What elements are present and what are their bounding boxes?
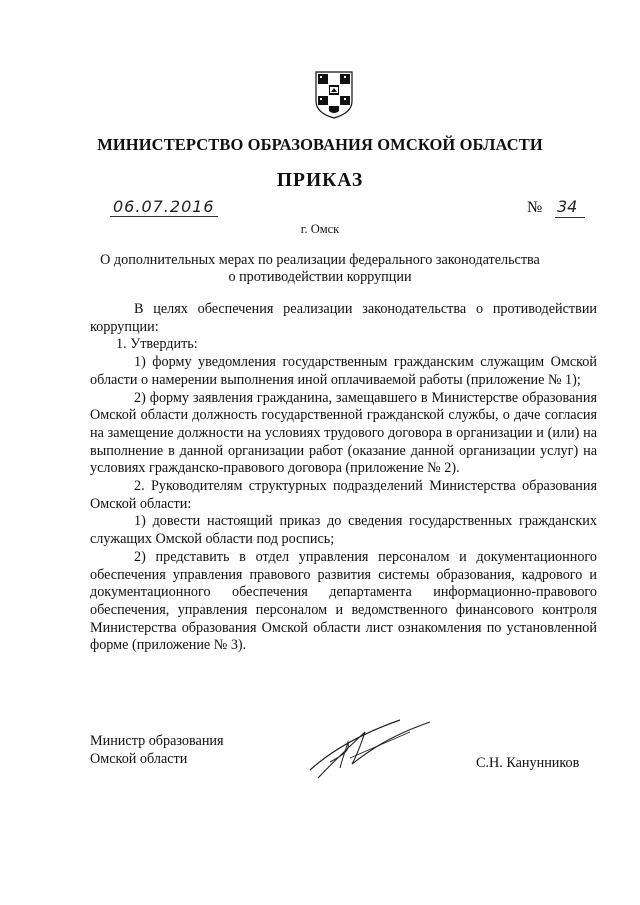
coat-of-arms-icon	[315, 71, 353, 119]
number-underline	[555, 217, 585, 218]
paragraph-item-2: 2. Руководителям структурных подразделений Министерства образования Омской области:	[90, 478, 597, 512]
order-body	[90, 301, 597, 655]
date-underline	[110, 216, 218, 217]
paragraph-item-1: 1. Утвердить:	[116, 336, 198, 353]
order-number: 34	[557, 197, 578, 216]
signer-name: С.Н. Канунников	[476, 755, 580, 771]
paragraph-item-2-1: 1) довести настоящий приказ до сведения государственных гражданских служащих Омской области под роспись;	[90, 513, 597, 548]
signer-title	[90, 732, 224, 768]
order-date: 06.07.2016	[113, 197, 215, 216]
paragraph-item-1-1: 1) форму уведомления государственным гражданским служащим Омской области о намерении выполнения иной оплачиваемой работы (приложение № 1);	[90, 354, 597, 388]
signer-title-line2: Омской области	[90, 751, 188, 767]
paragraph-item-1-2: 2) форму заявления гражданина, замещавшего в Министерстве образования Омской области должность государственной гражданской службы, о даче согласия на замещение должности на условиях трудового договора в организации и (или) на выполнение в данной организации работ (оказание данной организации услуг) на условиях гражданско-правового договора (приложение № 2).	[90, 389, 597, 477]
number-label: №	[527, 199, 543, 216]
city: г. Омск	[300, 222, 340, 236]
ministry-name: МИНИСТЕРСТВО ОБРАЗОВАНИЯ ОМСКОЙ ОБЛАСТИ	[97, 135, 543, 154]
signer-title-line1: Министр образования	[90, 733, 224, 749]
paragraph-preamble: В целях обеспечения реализации законодательства о противодействии коррупции:	[90, 301, 597, 335]
handwritten-signature	[290, 712, 440, 782]
paragraph-item-2-2: 2) представить в отдел управления персоналом и документационного обеспечения управления правового развития системы образования, кадрового и документационного обеспечения департамента информационно-правового обеспечения, управления персоналом и ведомственного финансового контроля Министерства образования Омской области лист ознакомления по установленной форме (приложение № 3).	[90, 548, 597, 654]
document-type: ПРИКАЗ	[276, 170, 364, 191]
order-subject: О дополнительных мерах по реализации федерального законодательства о противодействии коррупции	[100, 252, 540, 285]
